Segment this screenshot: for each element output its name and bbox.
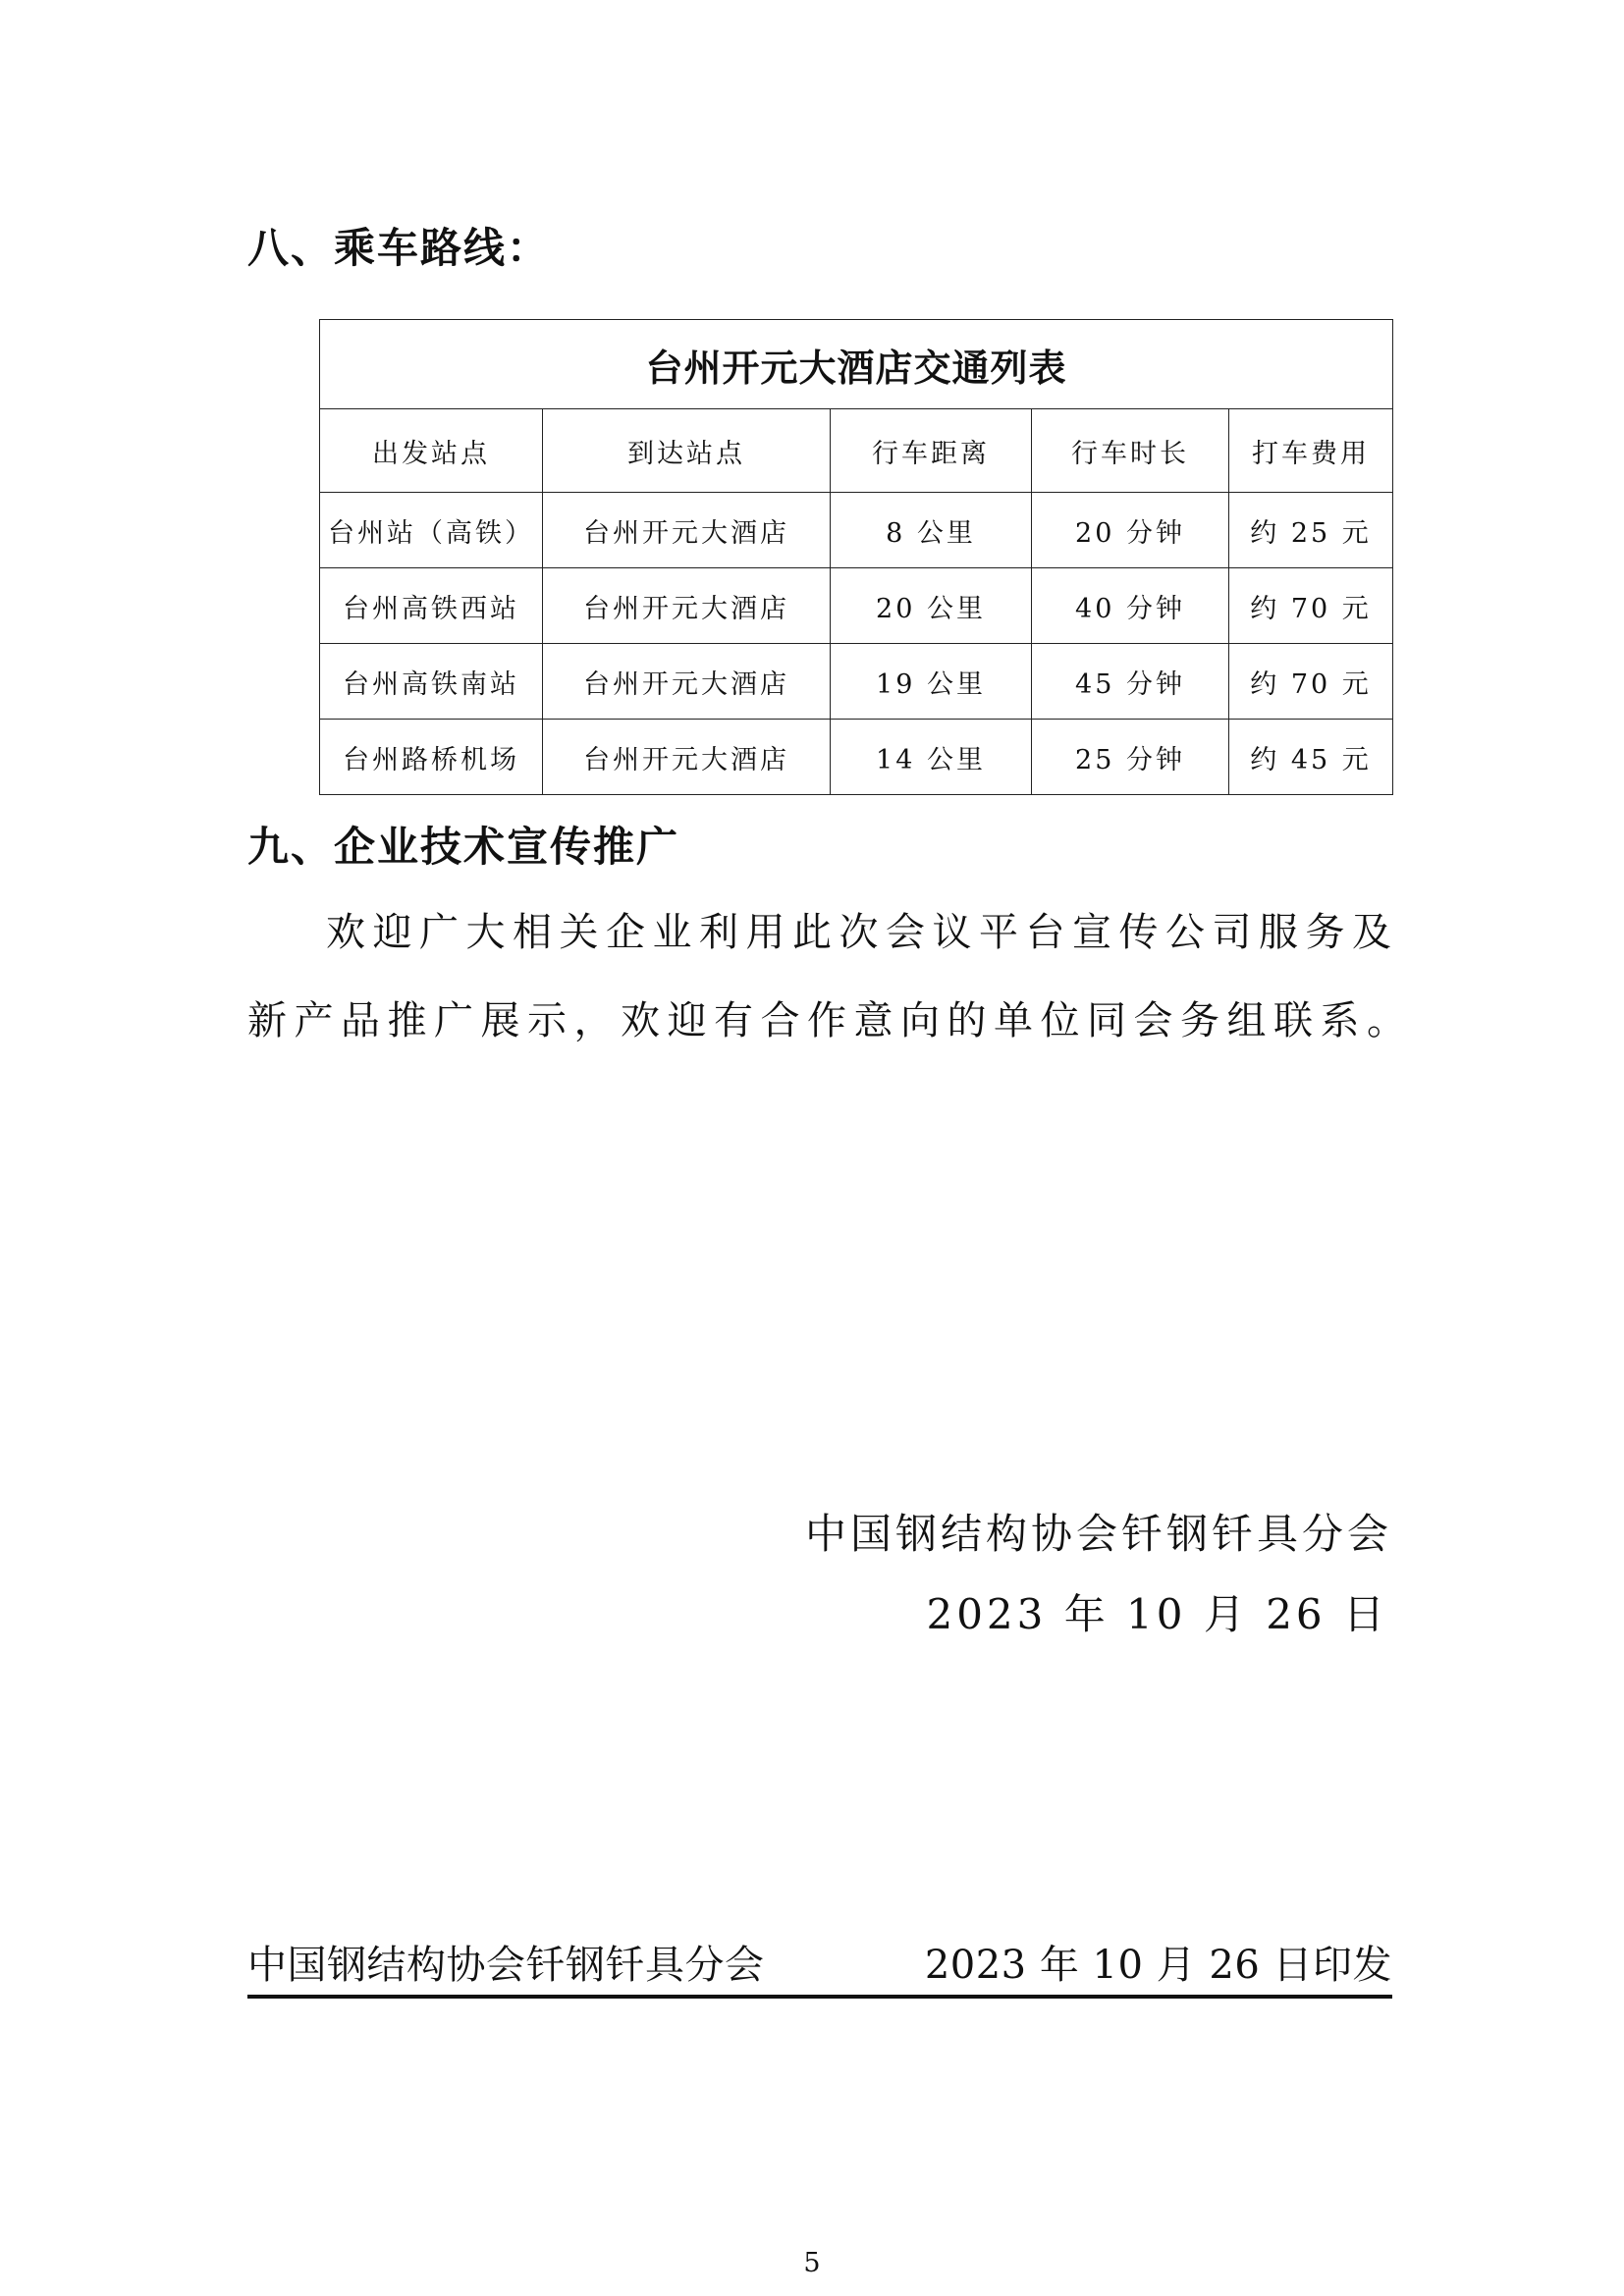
page-number: 5 <box>803 2248 821 2278</box>
section-9-heading: 九、企业技术宣传推广 <box>247 823 680 871</box>
cell-departure: 台州高铁南站 <box>320 644 543 720</box>
transport-table <box>319 319 1393 795</box>
cell-arrival: 台州开元大酒店 <box>543 568 831 644</box>
cell-departure: 台州站（高铁） <box>320 493 543 568</box>
header-distance: 行车距离 <box>831 409 1032 493</box>
table-header-row <box>320 409 1393 493</box>
header-departure: 出发站点 <box>320 409 543 493</box>
signature-date: 2023 年 10 月 26 日 <box>926 1590 1388 1638</box>
cell-arrival: 台州开元大酒店 <box>543 493 831 568</box>
cell-fare: 约 70 元 <box>1229 644 1393 720</box>
table-title: 台州开元大酒店交通列表 <box>320 320 1393 409</box>
cell-fare: 约 45 元 <box>1229 720 1393 795</box>
table-row <box>320 568 1393 644</box>
promotion-paragraph-line-2: 新产品推广展示，欢迎有合作意向的单位同会务组联系。 <box>247 998 1414 1043</box>
cell-distance: 8 公里 <box>831 493 1032 568</box>
cell-distance: 20 公里 <box>831 568 1032 644</box>
cell-fare: 约 70 元 <box>1229 568 1393 644</box>
cell-duration: 20 分钟 <box>1032 493 1229 568</box>
cell-duration: 25 分钟 <box>1032 720 1229 795</box>
table-row <box>320 493 1393 568</box>
section-8-heading: 八、乘车路线： <box>247 224 551 272</box>
table-row <box>320 644 1393 720</box>
cell-arrival: 台州开元大酒店 <box>543 720 831 795</box>
cell-distance: 14 公里 <box>831 720 1032 795</box>
cell-distance: 19 公里 <box>831 644 1032 720</box>
cell-fare: 约 25 元 <box>1229 493 1393 568</box>
footer-issue-date: 2023 年 10 月 26 日印发 <box>924 1943 1392 1988</box>
footer-organization: 中国钢结构协会钎钢钎具分会 <box>247 1943 765 1988</box>
header-fare: 打车费用 <box>1229 409 1393 493</box>
cell-duration: 40 分钟 <box>1032 568 1229 644</box>
cell-departure: 台州路桥机场 <box>320 720 543 795</box>
cell-departure: 台州高铁西站 <box>320 568 543 644</box>
cell-arrival: 台州开元大酒店 <box>543 644 831 720</box>
cell-duration: 45 分钟 <box>1032 644 1229 720</box>
signature-organization: 中国钢结构协会钎钢钎具分会 <box>804 1510 1392 1558</box>
issue-footer <box>247 1934 1392 1999</box>
table-row <box>320 720 1393 795</box>
header-duration: 行车时长 <box>1032 409 1229 493</box>
header-arrival: 到达站点 <box>543 409 831 493</box>
promotion-paragraph-line-1: 欢迎广大相关企业利用此次会议平台宣传公司服务及 <box>326 910 1399 955</box>
